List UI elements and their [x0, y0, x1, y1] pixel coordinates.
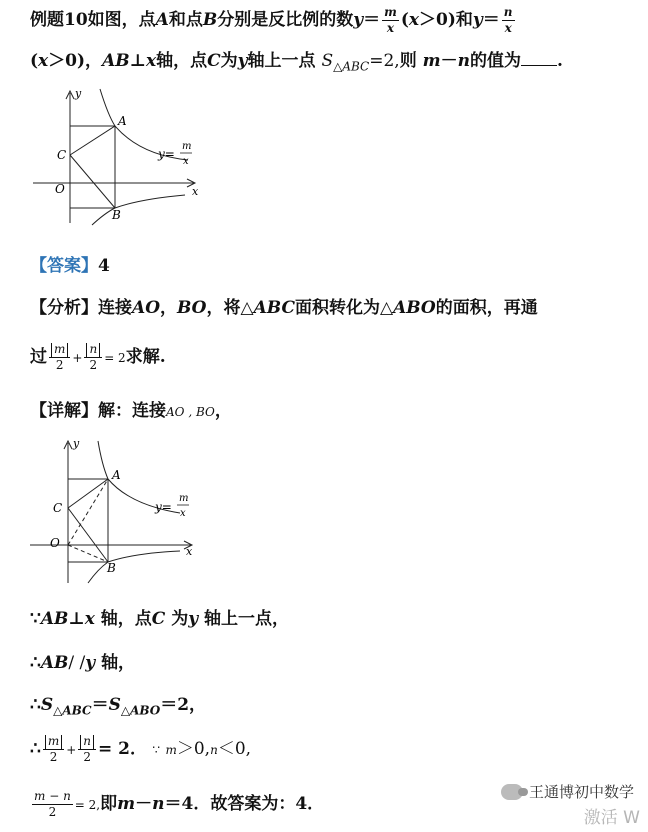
step-3: $\therefore S_{\triangle ABC}=S_{\triangle ABO}=2$，	[30, 695, 207, 718]
fraction-n-over-x: $\frac{n}{x}$	[503, 5, 513, 35]
svg-text:x: x	[192, 185, 199, 198]
svg-text:y: y	[73, 437, 80, 450]
svg-text:y: y	[75, 87, 82, 100]
fig2-segment-ca	[68, 479, 108, 508]
svg-text:O: O	[50, 536, 60, 550]
question-line-1: 例题10如图，点A和点B分别是反比例的数y＝ $\frac{m}{x}$ (x＞0)和y＝ $\frac{n}{x}$	[30, 5, 513, 35]
answer-blank	[521, 51, 557, 66]
watermark-text: 王通博初中数学	[528, 783, 634, 801]
svg-text:O: O	[55, 182, 65, 196]
svg-text:C: C	[57, 148, 67, 162]
figure-2	[30, 435, 220, 585]
svg-text:x: x	[180, 508, 186, 519]
detail-line: 【详解】解：连接AO , BO，	[30, 401, 232, 421]
analysis-line: 【分析】连接AO，BO，将△ABC面积转化为△ABO的面积，再通	[30, 298, 538, 318]
fig1-segment-cb	[70, 155, 115, 208]
fraction-abs-n-over-2: $\frac{n}{2}$	[84, 343, 102, 372]
svg-text:x: x	[186, 545, 193, 558]
activate-overlay: 激活 W	[583, 808, 640, 828]
fig1-curve-n	[92, 195, 185, 225]
svg-text:C: C	[53, 501, 63, 515]
fraction-abs-m-over-2: $\frac{m}{2}$	[49, 343, 70, 372]
svg-text:A: A	[112, 468, 121, 482]
step-5: $\frac{m - n}{2}$ = 2,即m－n＝4．故答案为：4．	[34, 789, 325, 819]
step-1: ∵AB⊥x 轴，点C 为y 轴上一点，	[30, 609, 290, 629]
detail-label: 【详解】	[30, 401, 98, 421]
question-label: 例题10	[30, 10, 88, 31]
fig1-segment-ca	[70, 126, 115, 155]
step-2: ∴AB/ /y 轴，	[30, 653, 136, 673]
step-4: ∴ $\frac{m}{2}$ + $\frac{n}{2}$ = 2． ∵ m＞0,n＜0,	[30, 734, 252, 764]
svg-text:B: B	[112, 208, 121, 222]
question-line-2: (x＞0)，AB⊥x轴，点C为y轴上一点 $S_{\triangle ABC}=2$,则 m－n的值为 .	[30, 51, 563, 74]
svg-text:y=: y=	[155, 500, 172, 514]
answer-value: 4	[98, 256, 110, 276]
svg-text:m: m	[182, 141, 192, 152]
analysis-label: 【分析】	[30, 298, 98, 318]
fraction-m-over-x: $\frac{m}{x}$	[384, 5, 397, 35]
figure-1	[30, 85, 220, 230]
svg-text:B: B	[107, 561, 116, 575]
svg-text:m: m	[179, 493, 189, 504]
svg-text:y=: y=	[158, 147, 175, 161]
wechat-icon	[501, 784, 523, 800]
answer-line	[30, 258, 110, 275]
svg-text:x: x	[183, 156, 189, 167]
analysis-line-2: 过 $\frac{m}{2}$ + $\frac{n}{2}$ = 2求解.	[30, 342, 166, 372]
watermark	[501, 781, 634, 802]
fig2-curve-n	[88, 551, 180, 583]
svg-text:A: A	[118, 114, 127, 128]
answer-label: 【答案】	[30, 256, 98, 276]
